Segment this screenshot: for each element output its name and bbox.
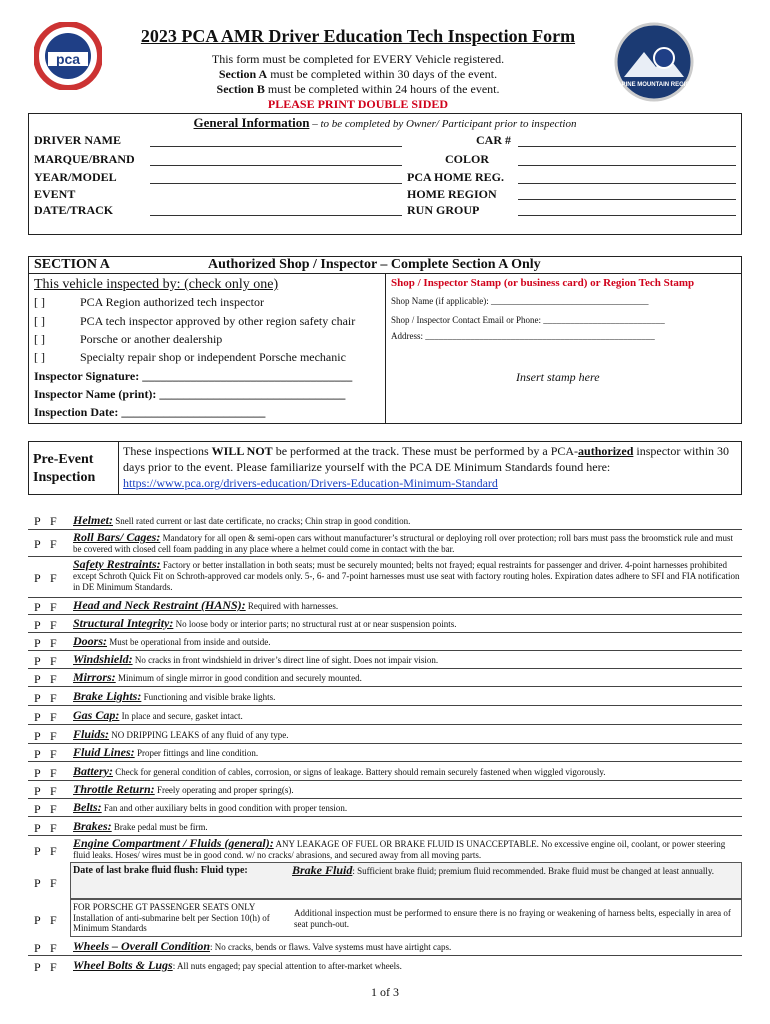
item-windshield: Windshield: No cracks in front windshield in driver’s direct line of sight. Does not impair vision. [73,652,439,666]
driver-name-input[interactable] [150,146,402,147]
address-field[interactable]: Address: ___________________________________________________ [391,331,655,341]
checkbox[interactable]: [ ] [34,295,45,309]
pf-brake-fluid[interactable]: P F [34,876,57,890]
pca-home-reg-input[interactable] [518,183,736,184]
subtitle-1: This form must be completed for EVERY Vehicle registered. [211,52,505,66]
home-region-input[interactable] [518,199,736,200]
pf-roll-bars[interactable]: P F [34,537,57,551]
svg-text:pca: pca [55,51,81,67]
svg-text:ALPINE MOUNTAIN REGION: ALPINE MOUNTAIN REGION [614,82,694,88]
pf-brake-lights[interactable]: P F [34,691,57,705]
form-title: 2023 PCA AMR Driver Education Tech Inspection Form [140,26,576,46]
item-structural: Structural Integrity: No loose body or interior parts; no structural rust at or near suspension points. [73,616,457,630]
item-brakes: Brakes: Brake pedal must be firm. [73,819,208,833]
pf-fluid-lines[interactable]: P F [34,747,57,761]
pf-gas-cap[interactable]: P F [34,710,57,724]
row-divider [28,724,742,725]
item-gas-cap: Gas Cap: In place and secure, gasket intact. [73,708,243,722]
row-divider [28,798,742,799]
row-divider [28,705,742,706]
pf-hans[interactable]: P F [34,600,57,614]
year-model-input[interactable] [150,183,402,184]
pf-gt-seats[interactable]: P F [34,913,57,927]
inspection-date[interactable]: Inspection Date: ________________________ [34,405,266,419]
pf-wheels-condition[interactable]: P F [34,941,57,955]
general-info-heading: General Information – to be completed by Owner/ Participant prior to inspection [193,115,577,130]
print-notice: PLEASE PRINT DOUBLE SIDED [267,97,449,111]
car-number-label: CAR # [476,133,511,147]
run-group-input[interactable] [518,215,736,216]
gt-seats-left: Installation of anti-submarine belt per Section 10(h) of Minimum Standards [73,913,270,933]
color-input[interactable] [518,165,736,166]
car-number-input[interactable] [518,146,736,147]
item-hans: Head and Neck Restraint (HANS): Required with harnesses. [73,598,339,612]
driver-name-label: DRIVER NAME [34,133,121,147]
row-divider [28,614,742,615]
checkbox[interactable]: [ ] [34,332,45,346]
shop-name-field[interactable]: Shop Name (if applicable): ___________________________________ [391,296,649,306]
item-engine-compartment: Engine Compartment / Fluids (general): ANY LEAKAGE OF FUEL OR BRAKE FLUID IS UNACCEPTABLE. No excessive engine oil, coolant, or power steering fluid leaks. Hoses/ wires must be in good cond. w/ no cracks/ abrasions, and secured away from all moving parts. [73,836,726,860]
subtitle-3: Section B must be completed within 24 hours of the event. [216,82,500,96]
item-fluid-lines: Fluid Lines: Proper fittings and line condition. [73,745,259,759]
option-other-region[interactable]: [ ] PCA tech inspector approved by other region safety chair [34,314,356,328]
pf-doors[interactable]: P F [34,636,57,650]
inspected-by-label: This vehicle inspected by: (check only one) [34,277,279,292]
item-doors: Doors: Must be operational from inside and outside. [73,634,271,648]
marque-input[interactable] [150,165,402,166]
color-label: COLOR [444,152,489,166]
row-divider [28,650,742,651]
option-pca-region[interactable]: [ ] PCA Region authorized tech inspector [34,295,264,309]
brake-fluid-left[interactable]: Date of last brake fluid flush: Fluid type: [73,865,248,876]
pf-brakes[interactable]: P F [34,821,57,835]
row-divider [28,780,742,781]
pf-helmet[interactable]: P F [34,514,57,528]
pf-throttle[interactable]: P F [34,784,57,798]
checkbox[interactable]: [ ] [34,314,45,328]
pf-engine-compartment[interactable]: P F [34,844,57,858]
item-fluids: Fluids: NO DRIPPING LEAKS of any fluid of any type. [73,727,289,741]
item-wheels-condition: Wheels – Overall Condition: No cracks, bends or flaws. Valve systems must have airtight caps. [73,939,452,953]
option-specialty-shop[interactable]: [ ] Specialty repair shop or independent Porsche mechanic [34,350,346,364]
item-throttle: Throttle Return: Freely operating and proper spring(s). [73,782,294,796]
gt-seats-right: Additional inspection must be performed to ensure there is no fraying or weakening of harness belts, especially in area of seat punch-out. [294,908,731,929]
page-number: 1 of 3 [371,985,399,999]
item-safety-restraints: Safety Restraints: Factory or better installation in both seats; must be securely mounted; belts not frayed; equal restraints for passenger and driver. 4-point harnesses prohibited except Schroth Quick Fit on Schroth-approved car models only. 5-, 6- and 7-point harnesses must use seat with factory routing holes. Expiration dates adhere to SFI and FIA notification in DE Minimum Standards. [73,557,740,592]
marque-label: MARQUE/BRAND [34,152,135,166]
item-belts: Belts: Fan and other auxiliary belts in good condition with proper tension. [73,800,348,814]
minimum-standards-link[interactable]: https://www.pca.org/drivers-education/Drivers-Education-Minimum-Standard [123,476,498,490]
inspector-signature[interactable]: Inspector Signature: ___________________________________ [34,369,353,383]
stamp-placeholder[interactable]: Insert stamp here [516,370,600,384]
row-divider [28,686,742,687]
checkbox[interactable]: [ ] [34,350,45,364]
pca-logo-left [34,22,102,90]
pf-safety-restraints[interactable]: P F [34,571,57,585]
brake-fluid-right: Brake Fluid: Sufficient brake fluid; premium fluid recommended. Brake fluid must be changed at least annually. [292,863,715,877]
row-divider [28,761,742,762]
item-mirrors: Mirrors: Minimum of single mirror in good condition and securely mounted. [73,670,362,684]
contact-field[interactable]: Shop / Inspector Contact Email or Phone: ___________________________ [391,315,665,325]
pca-home-reg-label: PCA HOME REG. [407,170,505,184]
option-dealership[interactable]: [ ] Porsche or another dealership [34,332,223,346]
year-model-label: YEAR/MODEL [34,170,117,184]
gt-seats-title: FOR PORSCHE GT PASSENGER SEATS ONLY [73,902,256,912]
item-wheel-bolts: Wheel Bolts & Lugs: All nuts engaged; pay special attention to after-market wheels. [73,958,402,972]
pre-event-divider [118,441,119,495]
pf-fluids[interactable]: P F [34,729,57,743]
stamp-title: Shop / Inspector Stamp (or business card) or Region Tech Stamp [391,277,695,289]
row-divider [28,743,742,744]
subtitle-2: Section A must be completed within 30 days of the event. [218,67,498,81]
run-group-label: RUN GROUP [407,203,480,217]
item-roll-bars: Roll Bars/ Cages: Mandatory for all open & semi-open cars without manufacturer’s structural or deploying roll over protection; roll bars must pass the broomstick rule and must be covered with closed cell foam padding in any place where a helmet could come in contact with the bar. [73,530,734,554]
row-divider [28,632,742,633]
item-helmet: Helmet: Snell rated current or last date certificate, no cracks; Chin strap in good condition. [73,513,411,527]
inspector-name[interactable]: Inspector Name (print): _______________________________ [34,387,346,401]
amr-logo-right [614,22,694,102]
row-divider [28,668,742,669]
pf-battery[interactable]: P F [34,766,57,780]
general-info-box [28,113,742,235]
date-track-label: DATE/TRACK [34,203,114,217]
pf-mirrors[interactable]: P F [34,672,57,686]
pf-wheel-bolts[interactable]: P F [34,960,57,974]
section-a-divider [385,273,386,424]
pre-event-label: Pre-Event Inspection [33,452,96,485]
pf-structural[interactable]: P F [34,618,57,632]
row-divider [28,955,742,956]
event-label: EVENT [34,187,76,201]
pre-event-text: These inspections WILL NOT be performed at the track. These must be performed by a PCA-authorized inspector within 30 days prior to the event. Please familiarize yourself with the PCA DE Minimum Standards found here: https://www.pca.org/drivers-education/Drivers-Education-Minimum-Standard [123,444,730,490]
section-a-title: Authorized Shop / Inspector – Complete Section A Only [208,257,541,272]
event-date-input[interactable] [150,215,402,216]
item-brake-lights: Brake Lights: Functioning and visible brake lights. [73,689,276,703]
home-region-label: HOME REGION [407,187,497,201]
section-a-label: SECTION A [34,257,110,272]
row-divider [28,816,742,817]
pf-windshield[interactable]: P F [34,654,57,668]
item-battery: Battery: Check for general condition of cables, corrosion, or signs of leakage. Battery should remain securely fastened when wiggled vigorously. [73,764,606,778]
pf-belts[interactable]: P F [34,802,57,816]
